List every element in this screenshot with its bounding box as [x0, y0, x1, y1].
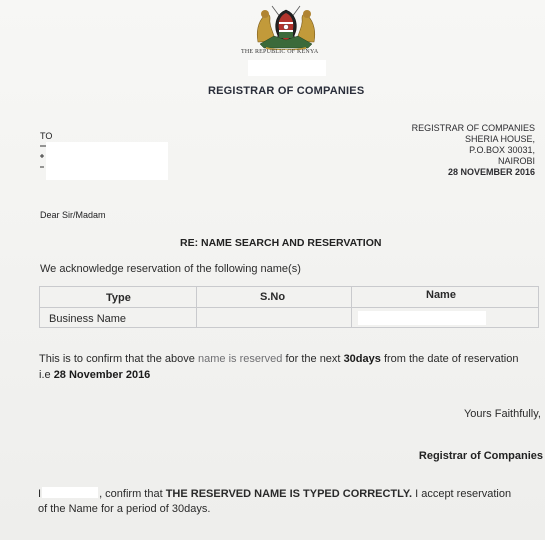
redacted-reference — [248, 60, 326, 76]
redacted-business-name — [358, 311, 486, 325]
confirm-text: name — [197, 353, 226, 365]
acknowledgement-text: We acknowledge reservation of the following name(s) — [40, 263, 301, 275]
confirm-text: is — [228, 353, 237, 365]
reservation-table — [39, 286, 539, 328]
confirm-text: from the date of reservation — [383, 353, 519, 365]
column-header-name: Name — [426, 289, 456, 301]
accept-text: I — [38, 488, 42, 500]
accept-text: , confirm that — [99, 488, 163, 500]
reservation-date: 28 November 2016 — [53, 369, 151, 381]
table-cell-type: Business Name — [49, 313, 127, 325]
republic-caption: THE REPUBLIC OF KENYA — [241, 49, 319, 55]
confirm-text: reserved — [239, 353, 283, 365]
office-heading: REGISTRAR OF COMPANIES — [208, 85, 365, 97]
address-line: REGISTRAR OF COMPANIES — [411, 123, 535, 133]
letter-date: 28 NOVEMBER 2016 — [447, 167, 535, 177]
confirm-text: i.e — [39, 369, 51, 381]
redacted-applicant-name — [42, 487, 98, 498]
column-header-sno: S.No — [260, 291, 286, 303]
kenya-coat-of-arms-icon — [252, 2, 320, 50]
sender-address — [412, 123, 535, 178]
accept-text: I accept reservation — [415, 488, 512, 500]
acceptance-paragraph — [38, 487, 511, 517]
signatory-title: Registrar of Companies — [418, 450, 543, 462]
address-line: P.O.BOX 30031, — [469, 145, 535, 155]
closing-text: Yours Faithfully, — [463, 408, 541, 420]
address-line: NAIROBI — [497, 156, 535, 166]
confirmation-paragraph — [39, 351, 518, 383]
salutation: Dear Sir/Madam — [40, 210, 106, 220]
accept-emphasis: THE RESERVED NAME IS TYPED CORRECTLY. — [165, 488, 413, 500]
confirm-text: for the next — [285, 353, 341, 365]
column-header-type: Type — [106, 292, 131, 304]
accept-text: of the Name for a period of 30days. — [38, 503, 211, 515]
table-divider — [40, 307, 538, 308]
redacted-recipient — [46, 142, 168, 180]
address-line: SHERIA HOUSE, — [464, 134, 535, 144]
recipient-to-label: TO — [40, 131, 53, 141]
reservation-period: 30days — [343, 353, 381, 365]
subject-line: RE: NAME SEARCH AND RESERVATION — [180, 237, 382, 249]
confirm-text: This is to confirm that the above — [39, 353, 195, 365]
